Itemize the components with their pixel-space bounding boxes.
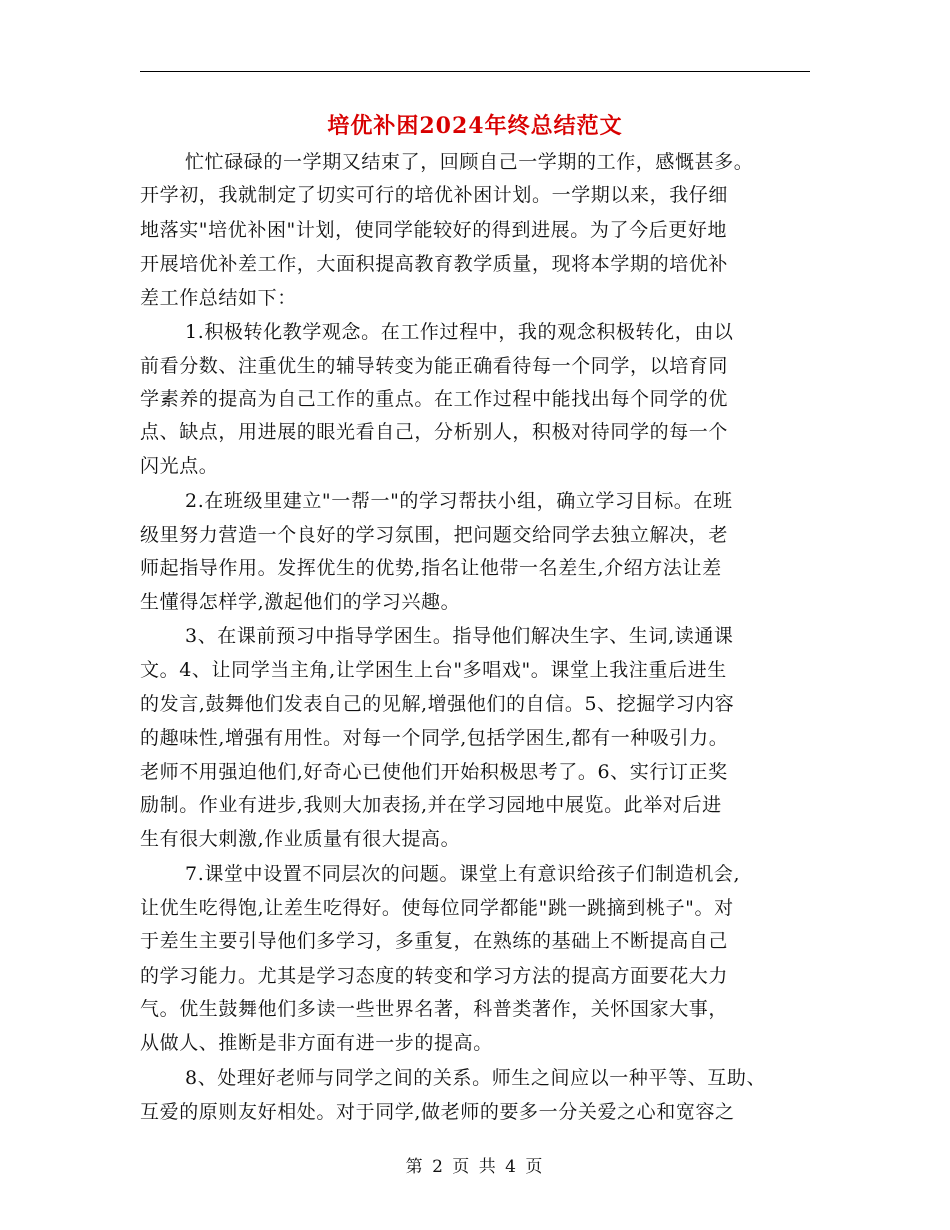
- text-line: 从做人、推断是非方面有进一步的提高。: [140, 1032, 493, 1054]
- text-line: 差工作总结如下：: [140, 287, 297, 309]
- text-line: 点、缺点，用进展的眼光看自己，分析别人，积极对待同学的每一个: [140, 421, 729, 443]
- document-title: 培优补困2024年终总结范文: [327, 113, 623, 139]
- text-line: 互爱的原则友好相处。对于同学,做老师的要多一分关爱之心和宽容之: [140, 1101, 735, 1123]
- text-line: 生懂得怎样学,激起他们的学习兴趣。: [140, 591, 461, 613]
- page-footer: 第 2 页 共 4 页: [405, 1157, 545, 1177]
- text-line: 开学初，我就制定了切实可行的培优补困计划。一学期以来，我仔细: [140, 184, 729, 206]
- text-line: 师起指导作用。发挥优生的优势,指名让他带一名差生,介绍方法让差: [140, 557, 722, 579]
- text-line: 级里努力营造一个良好的学习氛围，把问题交给同学去独立解决，老: [140, 524, 729, 546]
- text-line: 气。优生鼓舞他们多读一些世界名著，科普类著作，关怀国家大事，: [140, 998, 729, 1020]
- text-line: 励制。作业有进步,我则大加表扬,并在学习园地中展览。此举对后进: [140, 794, 722, 816]
- text-line: 让优生吃得饱,让差生吃得好。使每位同学都能"跳一跳摘到桃子"。对: [140, 897, 734, 919]
- text-line: 的发言,鼓舞他们发表自己的见解,增强他们的自信。5、挖掘学习内容: [140, 693, 735, 715]
- text-line: 的趣味性,增强有用性。对每一个同学,包括学困生,都有一种吸引力。: [140, 727, 729, 749]
- text-line: 地落实"培优补困"计划，使同学能较好的得到进展。为了今后更好地: [140, 219, 728, 241]
- text-line: 文。4、让同学当主角,让学困生上台"多唱戏"。课堂上我注重后进生: [140, 659, 727, 681]
- text-line: 开展培优补差工作，大面积提高教育教学质量，现将本学期的培优补: [140, 253, 729, 275]
- text-line: 8、处理好老师与同学之间的关系。师生之间应以一种平等、互助、: [185, 1067, 767, 1089]
- text-line: 忙忙碌碌的一学期又结束了，回顾自己一学期的工作，感慨甚多。: [185, 151, 754, 173]
- text-line: 2.在班级里建立"一帮一"的学习帮扶小组，确立学习目标。在班: [185, 490, 733, 512]
- text-line: 前看分数、注重优生的辅导转变为能正确看待每一个同学，以培育同: [140, 355, 729, 377]
- text-line: 老师不用强迫他们,好奇心已使他们开始积极思考了。6、实行订正奖: [140, 761, 728, 783]
- text-line: 3、在课前预习中指导学困生。指导他们解决生字、生词,读通课: [185, 625, 734, 647]
- text-line: 闪光点。: [140, 455, 219, 477]
- text-line: 学素养的提高为自己工作的重点。在工作过程中能找出每个同学的优: [140, 388, 729, 410]
- text-line: 7.课堂中设置不同层次的问题。课堂上有意识给孩子们制造机会,: [185, 863, 741, 885]
- text-line: 生有很大刺激,作业质量有很大提高。: [140, 828, 461, 850]
- text-line: 的学习能力。尤其是学习态度的转变和学习方法的提高方面要花大力: [140, 965, 729, 987]
- header-rule: [140, 71, 810, 72]
- text-line: 于差生主要引导他们多学习，多重复，在熟练的基础上不断提高自己: [140, 930, 729, 952]
- text-line: 1.积极转化教学观念。在工作过程中，我的观念积极转化，由以: [185, 321, 734, 343]
